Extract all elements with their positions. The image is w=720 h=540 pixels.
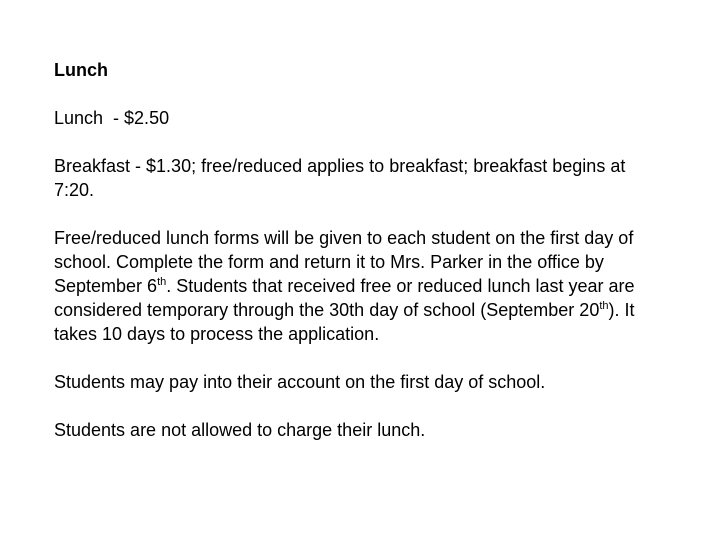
document-body: [54, 58, 654, 466]
account-payment-text: Students may pay into their account on the first day of school.: [54, 372, 546, 392]
ordinal-suffix: th: [599, 300, 609, 312]
forms-text-part1: Free/reduced lunch forms will be given to each student on the first day of school. Complete the form and return it to Mrs. Parker in the office by September 6: [54, 228, 634, 296]
breakfast-text: Breakfast - $1.30; free/reduced applies to breakfast; breakfast begins at 7:20.: [54, 156, 626, 200]
forms-text-part3: ). It takes 10 days to process the application.: [54, 300, 635, 344]
no-charge-text: Students are not allowed to charge their lunch.: [54, 420, 426, 440]
page-title: Lunch: [54, 60, 108, 80]
ordinal-suffix: th: [157, 276, 167, 288]
free-reduced-forms-text: [54, 226, 654, 346]
forms-text-part2: . Students that received free or reduced lunch last year are considered temporary through the 30th day of school (September 20: [54, 276, 635, 320]
lunch-price-text: Lunch - $2.50: [54, 108, 170, 128]
